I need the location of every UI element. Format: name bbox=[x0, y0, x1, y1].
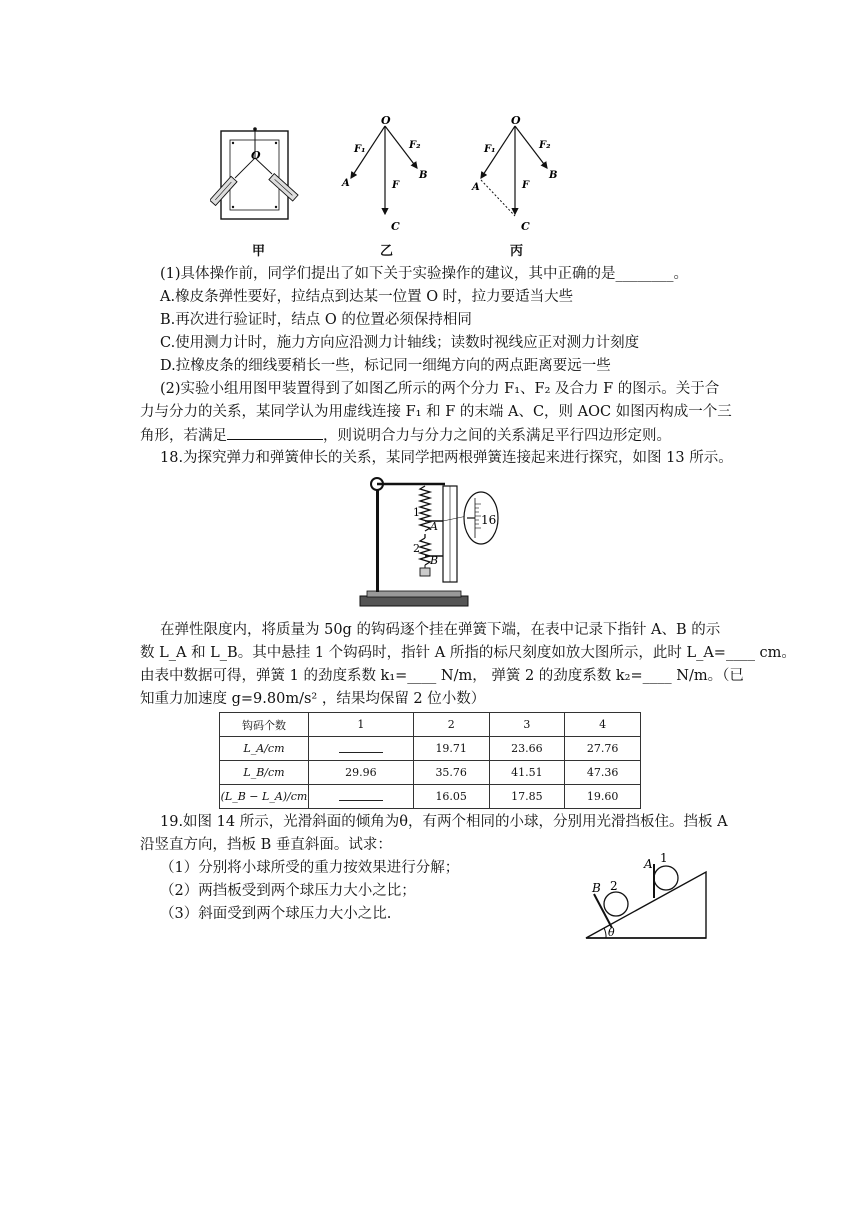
q18-data-table bbox=[219, 712, 641, 809]
board-a-label: A bbox=[644, 857, 653, 871]
yi-A-label: A bbox=[342, 178, 350, 189]
table-row bbox=[220, 785, 641, 809]
table-cell: 23.66 bbox=[489, 737, 565, 761]
ball1-label: 1 bbox=[660, 851, 668, 865]
q19-intro-line2: 沿竖直方向，挡板 B 垂直斜面。试求： bbox=[140, 837, 392, 853]
q17-option-b: B.再次进行验证时，结点 O 的位置必须保持相同 bbox=[160, 312, 472, 328]
q17-part2-line2: 力与分力的关系，某同学认为用虚线连接 F₁ 和 F 的末端 A、C，则 AOC 如图丙构成一个三 bbox=[140, 404, 732, 420]
figure-bing-caption: 丙 bbox=[510, 244, 524, 259]
q18-intro: 18.为探究弹力和弹簧伸长的关系，某同学把两根弹簧连接起来进行探究，如图 13 所示。 bbox=[160, 450, 733, 466]
table-row-label: L_A/cm bbox=[220, 737, 309, 761]
table-header-cell: 2 bbox=[413, 713, 489, 737]
table-row-label: (L_B − L_A)/cm bbox=[220, 785, 309, 809]
q18-para-line1: 在弹性限度内，将质量为 50g 的钩码逐个挂在弹簧下端，在表中记录下指针 A、B 的示 bbox=[160, 622, 721, 638]
q19-sub3: （3）斜面受到两个球压力大小之比. bbox=[160, 906, 392, 922]
table-cell: 16.05 bbox=[413, 785, 489, 809]
bing-F2-label: F₂ bbox=[539, 140, 551, 151]
pointer-a-label: A bbox=[430, 520, 438, 533]
q18-para-line2: 数 L_A 和 L_B。其中悬挂 1 个钩码时，指针 A 所指的标尺刻度如放大图所示，此时 L_A=____ cm。 bbox=[140, 645, 796, 661]
table-header-cell: 1 bbox=[309, 713, 414, 737]
table-cell: 19.60 bbox=[565, 785, 641, 809]
figure-yi-caption: 乙 bbox=[380, 244, 394, 259]
bing-F1-label: F₁ bbox=[484, 144, 496, 155]
bing-F-label: F bbox=[522, 180, 530, 191]
q17-part2-pre: 角形，若满足 bbox=[140, 428, 227, 444]
q17-answer-blank[interactable] bbox=[227, 425, 323, 440]
q17-part2-post: ，则说明合力与分力之间的关系满足平行四边形定则。 bbox=[323, 428, 671, 444]
q17-option-c: C.使用测力计时，施力方向应沿测力计轴线；读数时视线应正对测力计刻度 bbox=[160, 335, 640, 351]
table-cell-blank[interactable] bbox=[309, 785, 414, 809]
q17-option-a: A.橡皮条弹性要好，拉结点到达某一位置 O 时，拉力要适当大些 bbox=[160, 289, 574, 305]
q17-part2-line1: (2)实验小组用图甲装置得到了如图乙所示的两个分力 F₁、F₂ 及合力 F 的图示。关于合 bbox=[160, 381, 720, 397]
spring1-label: 1 bbox=[413, 506, 420, 519]
yi-F1-label: F₁ bbox=[354, 144, 366, 155]
figure-14-incline-balls bbox=[582, 848, 712, 944]
table-cell: 29.96 bbox=[309, 761, 414, 785]
table-row bbox=[220, 737, 641, 761]
ball2-label: 2 bbox=[610, 879, 618, 893]
yi-C-label: C bbox=[391, 220, 400, 233]
yi-O-label: O bbox=[381, 114, 391, 127]
yi-F2-label: F₂ bbox=[409, 140, 421, 151]
q19-sub1: （1）分别将小球所受的重力按效果进行分解； bbox=[160, 860, 460, 876]
q19-intro-line1: 19.如图 14 所示，光滑斜面的倾角为θ，有两个相同的小球，分别用光滑挡板住。挡板 A bbox=[160, 814, 728, 830]
table-header-cell: 3 bbox=[489, 713, 565, 737]
zoom-scale-label: 16 bbox=[481, 513, 497, 527]
table-cell: 47.36 bbox=[565, 761, 641, 785]
q19-sub2: （2）两挡板受到两个球压力大小之比； bbox=[160, 883, 416, 899]
table-row bbox=[220, 761, 641, 785]
spring2-label: 2 bbox=[413, 542, 420, 555]
figure-bing-force-triangle bbox=[465, 112, 565, 236]
bing-O-label: O bbox=[511, 114, 521, 127]
bing-A-label: A bbox=[472, 182, 480, 193]
q18-para-line3: 由表中数据可得，弹簧 1 的劲度系数 k₁=____ N/m， 弹簧 2 的劲度系数 k₂=____ N/m。（已 bbox=[140, 668, 744, 684]
q18-para-line4: 知重力加速度 g=9.80m/s² ，结果均保留 2 位小数） bbox=[140, 691, 486, 707]
q17-part2-line3 bbox=[140, 425, 671, 446]
table-cell-blank[interactable] bbox=[309, 737, 414, 761]
figure-13-spring-apparatus bbox=[355, 472, 505, 612]
figure-jia-caption: 甲 bbox=[252, 244, 266, 259]
bing-B-label: B bbox=[549, 170, 558, 181]
jia-O-label: O bbox=[251, 149, 261, 162]
yi-F-label: F bbox=[392, 180, 400, 191]
table-header-cell: 4 bbox=[565, 713, 641, 737]
table-row-label: L_B/cm bbox=[220, 761, 309, 785]
figure-yi-force-diagram bbox=[335, 112, 435, 236]
theta-label: θ bbox=[608, 926, 615, 939]
pointer-b-label: B bbox=[430, 554, 439, 567]
bing-C-label: C bbox=[521, 220, 530, 233]
table-header-row bbox=[220, 713, 641, 737]
table-header-cell: 钩码个数 bbox=[220, 713, 309, 737]
table-cell: 27.76 bbox=[565, 737, 641, 761]
board-b-label: B bbox=[592, 881, 601, 895]
table-cell: 17.85 bbox=[489, 785, 565, 809]
figure-jia-apparatus bbox=[210, 126, 306, 226]
q17-part1: (1)具体操作前，同学们提出了如下关于实验操作的建议，其中正确的是________。 bbox=[160, 266, 689, 282]
yi-B-label: B bbox=[419, 170, 428, 181]
table-cell: 19.71 bbox=[413, 737, 489, 761]
q17-option-d: D.拉橡皮条的细线要稍长一些，标记同一细绳方向的两点距离要远一些 bbox=[160, 358, 611, 374]
table-cell: 35.76 bbox=[413, 761, 489, 785]
table-cell: 41.51 bbox=[489, 761, 565, 785]
